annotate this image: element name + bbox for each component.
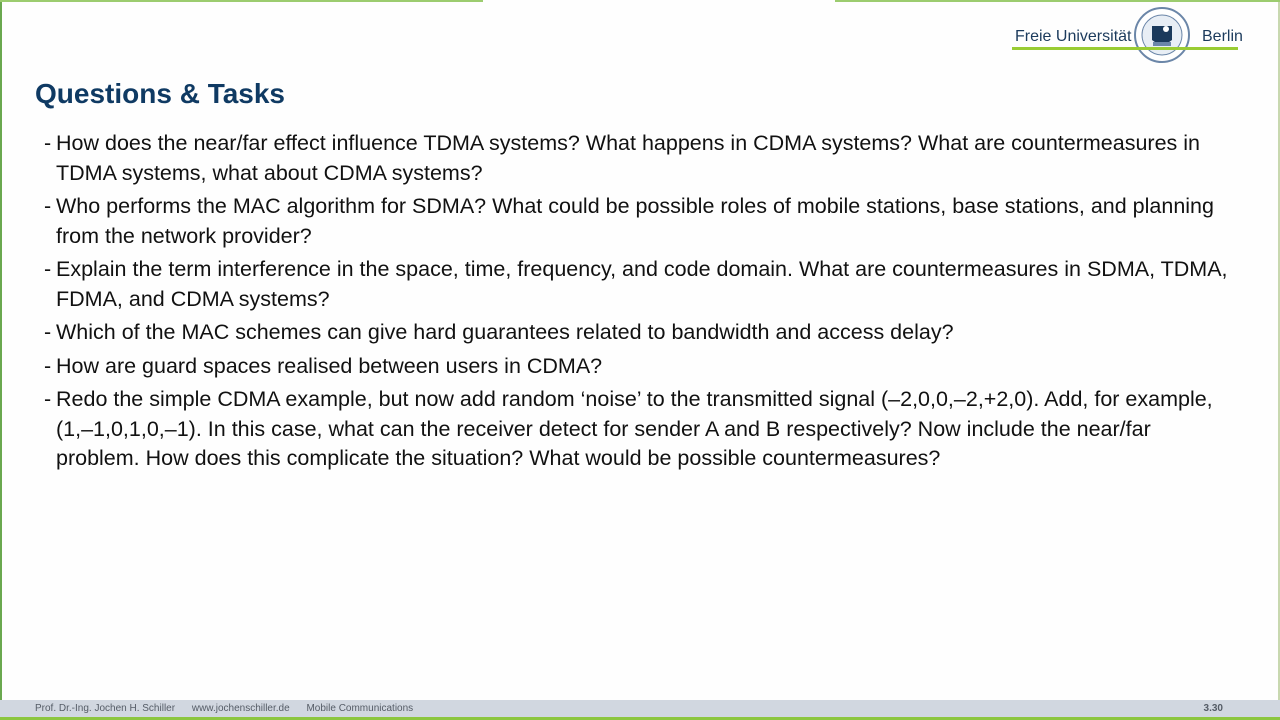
- question-item: [44, 318, 1234, 348]
- slide-frame-left: [0, 0, 2, 720]
- university-logo: [1012, 6, 1243, 64]
- question-item: [44, 352, 1234, 382]
- question-list: [44, 129, 1234, 478]
- bullet-dash: -: [44, 387, 52, 411]
- question-text: Explain the term interference in the space, time, frequency, and code domain. What are countermeasures in SDMA, TDMA, FDMA, and CDMA systems?: [56, 257, 1228, 311]
- slide-title: Questions & Tasks: [35, 78, 286, 109]
- top-rule-right: [835, 0, 1280, 2]
- footer-author: Prof. Dr.-Ing. Jochen H. Schiller: [35, 703, 176, 714]
- top-rule-left: [0, 0, 483, 2]
- question-item: [44, 385, 1234, 474]
- footer-website: www.jochenschiller.de: [191, 703, 290, 714]
- question-item: [44, 129, 1234, 188]
- question-item: [44, 255, 1234, 314]
- logo-text-left: Freie Universität: [1015, 28, 1132, 45]
- question-text: How are guard spaces realised between users in CDMA?: [56, 353, 603, 378]
- bullet-dash: -: [44, 353, 52, 378]
- question-text: Which of the MAC schemes can give hard guarantees related to bandwidth and access delay?: [56, 320, 954, 344]
- university-seal-icon: [1132, 6, 1192, 64]
- page-number: 3.30: [1203, 703, 1223, 714]
- footer-course: Mobile Communications: [306, 703, 414, 714]
- bullet-dash: -: [44, 131, 52, 155]
- question-text: How does the near/far effect influence TDMA systems? What happens in CDMA systems? What are countermeasures in TDMA systems, what about CDMA systems?: [56, 131, 1201, 185]
- question-text: Redo the simple CDMA example, but now add random ‘noise’ to the transmitted signal (–2,0,0,–2,+2,0). Add, for example, (1,–1,0,1,0,–1). In this case, what can the receiver detect for sender A and B respectively? Now include the near/far problem. How does this complicate the situation? What would be possible countermeasures?: [56, 387, 1213, 470]
- logo-underline: [1012, 47, 1238, 50]
- footer-info: [35, 703, 427, 714]
- slide-footer: [0, 700, 1280, 717]
- logo-text-right: Berlin: [1202, 28, 1243, 45]
- bullet-dash: -: [44, 194, 52, 218]
- question-text: Who performs the MAC algorithm for SDMA? What could be possible roles of mobile stations, base stations, and planning from the network provider?: [56, 194, 1214, 248]
- bullet-dash: -: [44, 320, 52, 344]
- bullet-dash: -: [44, 257, 52, 281]
- question-item: [44, 192, 1234, 251]
